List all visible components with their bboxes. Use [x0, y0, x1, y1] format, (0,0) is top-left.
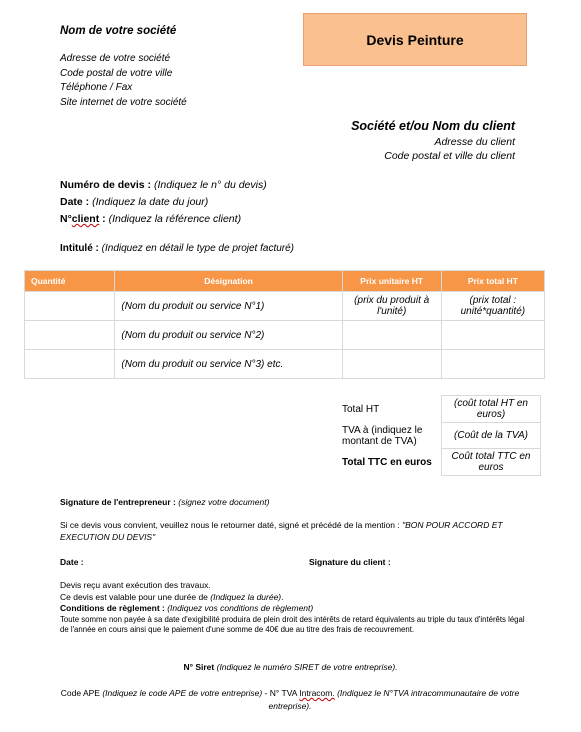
- client-number-label-prefix: N°: [60, 213, 72, 225]
- company-address: Adresse de votre société: [60, 53, 171, 64]
- terms-validity: [60, 592, 530, 604]
- mention-text: Si ce devis vous convient, veuillez nous le retourner daté, signé et précédé de la mention :: [60, 520, 403, 530]
- entrepreneur-signature-value: (signez votre document): [178, 497, 270, 507]
- terms-validity-text: Ce devis est valable pour une durée de: [60, 591, 211, 602]
- table-row: [25, 292, 545, 321]
- date-line: [60, 196, 208, 208]
- row-total-price: [441, 321, 544, 350]
- conditions-label: Conditions de règlement :: [60, 603, 165, 613]
- totals-table: [338, 395, 541, 476]
- header-designation: Désignation: [115, 271, 342, 292]
- ape-tva-line: [50, 687, 530, 713]
- row-designation: (Nom du produit ou service N°2): [115, 321, 342, 350]
- client-name: Société et/ou Nom du client: [351, 119, 515, 133]
- client-number-line: [60, 213, 241, 225]
- row-unit-price: (prix du produit à l'unité): [342, 292, 441, 321]
- client-number-label-colon: :: [99, 213, 106, 225]
- ape-label: Code APE: [60, 688, 103, 698]
- client-number-label-word: client: [71, 213, 100, 225]
- client-block: [351, 119, 515, 163]
- tva-label: TVA à (indiquez le montant de TVA): [342, 424, 423, 447]
- row-designation: (Nom du produit ou service N°3) etc.: [115, 350, 342, 379]
- company-phone-fax: Téléphone / Fax: [60, 82, 133, 93]
- row-quantity: [25, 321, 115, 350]
- tva-intracom-label: - N° TVA: [262, 688, 300, 698]
- client-number-value: (Indiquez la référence client): [108, 213, 242, 225]
- ape-value: (Indiquez le code APE de votre entreprise): [102, 688, 263, 698]
- conditions-value: (Indiquez vos conditions de règlement): [167, 603, 314, 613]
- document-title-box: [303, 13, 527, 66]
- quote-number-line: [60, 179, 267, 191]
- terms-conditions: [60, 603, 530, 615]
- terms-validity-duration: (Indiquez la durée): [210, 591, 282, 602]
- header-total-price: Prix total HT: [441, 271, 544, 292]
- total-ttc-value: Coût total TTC en euros: [442, 449, 541, 476]
- company-name: Nom de votre société: [60, 25, 177, 37]
- siret-line: [0, 662, 581, 672]
- entrepreneur-signature: [60, 497, 269, 507]
- tva-row: [338, 423, 541, 449]
- acceptance-mention: [60, 519, 530, 543]
- quote-date-label: Date :: [60, 196, 90, 208]
- quote-number-label: Numéro de devis :: [60, 179, 152, 191]
- row-designation: (Nom du produit ou service N°1): [115, 292, 342, 321]
- quote-date-value: (Indiquez la date du jour): [92, 196, 209, 208]
- total-ttc-label: Total TTC en euros: [342, 456, 432, 468]
- row-unit-price: [342, 321, 441, 350]
- total-ht-value: (coût total HT en euros): [442, 396, 541, 423]
- table-row: [25, 350, 545, 379]
- total-ttc-row: [338, 449, 541, 476]
- intitule-label: Intitulé :: [60, 243, 99, 254]
- siret-label: N° Siret: [183, 662, 215, 672]
- terms-validity-period: .: [281, 591, 284, 602]
- header-unit-price: Prix unitaire HT: [342, 271, 441, 292]
- company-website: Site internet de votre société: [60, 96, 187, 108]
- intitule-line: [60, 243, 294, 254]
- terms-penalty: Toute somme non payée à sa date d'exigibilité produira de plein droit des intérêts de retard équivalents au triple du taux d'intérêts légal de l'année en cours ainsi que le paiement d'une somme de 40€ due au titre des frais de recouvrement.: [60, 614, 525, 634]
- tva-intracom-word: Intracom.: [299, 688, 335, 698]
- entrepreneur-signature-label: Signature de l'entrepreneur :: [60, 497, 176, 507]
- intitule-value: (Indiquez en détail le type de projet facturé): [101, 243, 295, 254]
- row-unit-price: [342, 350, 441, 379]
- row-total-price: [441, 350, 544, 379]
- tva-value: (Coût de la TVA): [442, 423, 541, 449]
- header-quantity: Quantité: [25, 271, 115, 292]
- row-quantity: [25, 350, 115, 379]
- signature-date-label: Date :: [60, 557, 84, 567]
- client-signature-label: Signature du client :: [309, 557, 391, 567]
- terms-block: [60, 580, 530, 636]
- siret-value: (Indiquez le numéro SIRET de votre entreprise).: [216, 662, 398, 672]
- row-total-price: (prix total : unité*quantité): [441, 292, 544, 321]
- items-table: [24, 270, 545, 379]
- table-row: [25, 321, 545, 350]
- company-postal-code: Code postal de votre ville: [60, 67, 173, 79]
- client-city: Code postal et ville du client: [384, 150, 515, 162]
- client-address: Adresse du client: [434, 136, 515, 148]
- terms-received: Devis reçu avant exécution des travaux.: [60, 580, 211, 590]
- tva-intracom-value: (Indiquez le N°TVA intracommunautaire de votre entreprise).: [268, 688, 520, 711]
- document-title: Devis Peinture: [366, 31, 464, 48]
- mention-quote: "BON POUR ACCORD ET EXECUTION DU DEVIS": [60, 520, 503, 542]
- total-ht-row: [338, 396, 541, 423]
- company-address-block: [60, 52, 187, 110]
- total-ht-label: Total HT: [342, 403, 380, 415]
- row-quantity: [25, 292, 115, 321]
- items-table-header: [25, 271, 545, 292]
- quote-number-value: (Indiquez le n° du devis): [153, 179, 267, 191]
